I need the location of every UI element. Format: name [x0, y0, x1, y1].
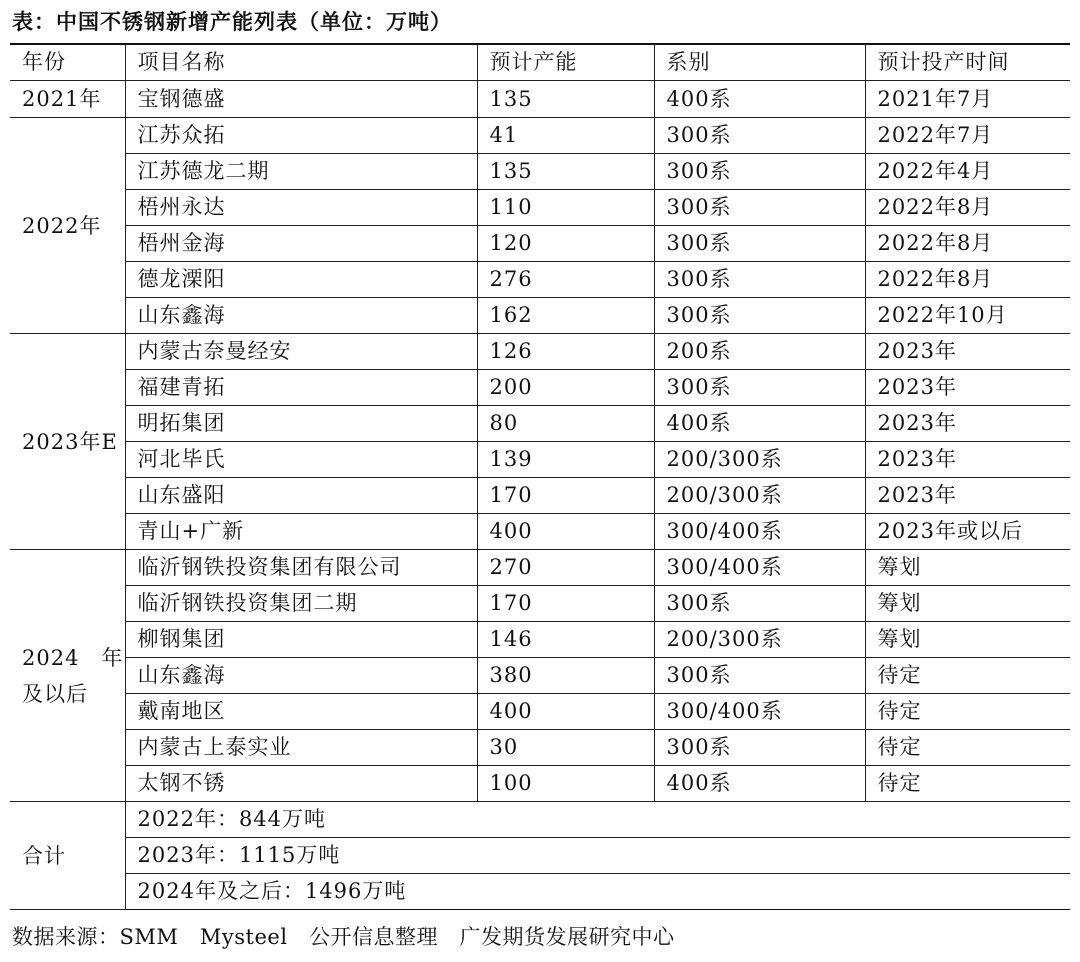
table-row	[10, 730, 1070, 766]
project-cell: 河北毕氏	[125, 442, 477, 478]
table-row	[10, 622, 1070, 658]
capacity-cell: 400	[477, 514, 654, 550]
capacity-cell: 135	[477, 81, 654, 118]
year-cell: 2023年E	[10, 334, 125, 550]
project-cell: 山东鑫海	[125, 298, 477, 334]
start-time-cell: 2022年4月	[865, 154, 1070, 190]
table-row	[10, 81, 1070, 118]
year-cell: 2022年	[10, 118, 125, 334]
total-line: 2022年：844万吨	[125, 802, 1070, 838]
series-cell: 300/400系	[654, 550, 865, 586]
table-row	[10, 694, 1070, 730]
series-cell: 300系	[654, 262, 865, 298]
total-row	[10, 874, 1070, 910]
capacity-cell: 30	[477, 730, 654, 766]
table-row	[10, 118, 1070, 154]
table-row	[10, 478, 1070, 514]
header-project: 项目名称	[125, 44, 477, 81]
start-time-cell: 筹划	[865, 622, 1070, 658]
project-cell: 福建青拓	[125, 370, 477, 406]
project-cell: 临沂钢铁投资集团有限公司	[125, 550, 477, 586]
total-row	[10, 802, 1070, 838]
capacity-cell: 139	[477, 442, 654, 478]
start-time-cell: 2023年	[865, 406, 1070, 442]
series-cell: 300系	[654, 370, 865, 406]
project-cell: 梧州永达	[125, 190, 477, 226]
project-cell: 山东盛阳	[125, 478, 477, 514]
start-time-cell: 2023年	[865, 334, 1070, 370]
capacity-cell: 135	[477, 154, 654, 190]
capacity-cell: 276	[477, 262, 654, 298]
table-row	[10, 226, 1070, 262]
series-cell: 400系	[654, 81, 865, 118]
start-time-cell: 待定	[865, 766, 1070, 802]
series-cell: 300系	[654, 118, 865, 154]
capacity-cell: 270	[477, 550, 654, 586]
start-time-cell: 2023年或以后	[865, 514, 1070, 550]
table-row	[10, 298, 1070, 334]
project-cell: 柳钢集团	[125, 622, 477, 658]
project-cell: 太钢不锈	[125, 766, 477, 802]
table-row	[10, 766, 1070, 802]
table-row	[10, 586, 1070, 622]
series-cell: 300系	[654, 730, 865, 766]
total-row	[10, 838, 1070, 874]
total-line: 2023年：1115万吨	[125, 838, 1070, 874]
start-time-cell: 2023年	[865, 370, 1070, 406]
capacity-cell: 80	[477, 406, 654, 442]
project-cell: 江苏众拓	[125, 118, 477, 154]
year-line-2: 及以后	[22, 681, 88, 706]
project-cell: 临沂钢铁投资集团二期	[125, 586, 477, 622]
source-note: 数据来源：SMM Mysteel 公开信息整理 广发期货发展研究中心	[12, 925, 675, 949]
year-cell: 2021年	[10, 81, 125, 118]
table-row	[10, 154, 1070, 190]
project-cell: 青山+广新	[125, 514, 477, 550]
table-row	[10, 514, 1070, 550]
series-cell: 300/400系	[654, 694, 865, 730]
table-row	[10, 370, 1070, 406]
series-cell: 300系	[654, 586, 865, 622]
project-cell: 山东鑫海	[125, 658, 477, 694]
series-cell: 300系	[654, 298, 865, 334]
table-row	[10, 406, 1070, 442]
table-row	[10, 442, 1070, 478]
start-time-cell: 2022年10月	[865, 298, 1070, 334]
total-line: 2024年及之后：1496万吨	[125, 874, 1070, 910]
series-cell: 400系	[654, 766, 865, 802]
start-time-cell: 2023年	[865, 478, 1070, 514]
capacity-cell: 170	[477, 586, 654, 622]
series-cell: 400系	[654, 406, 865, 442]
table-title: 表：中国不锈钢新增产能列表（单位：万吨）	[12, 9, 452, 34]
start-time-cell: 2023年	[865, 442, 1070, 478]
start-time-cell: 待定	[865, 694, 1070, 730]
project-cell: 明拓集团	[125, 406, 477, 442]
project-cell: 内蒙古奈曼经安	[125, 334, 477, 370]
header-series: 系别	[654, 44, 865, 81]
header-year: 年份	[10, 44, 125, 81]
capacity-cell: 110	[477, 190, 654, 226]
start-time-cell: 2022年8月	[865, 226, 1070, 262]
capacity-cell: 200	[477, 370, 654, 406]
header-row	[10, 44, 1070, 81]
header-capacity: 预计产能	[477, 44, 654, 81]
start-time-cell: 筹划	[865, 586, 1070, 622]
project-cell: 宝钢德盛	[125, 81, 477, 118]
series-cell: 300/400系	[654, 514, 865, 550]
series-cell: 300系	[654, 226, 865, 262]
capacity-cell: 100	[477, 766, 654, 802]
series-cell: 200/300系	[654, 442, 865, 478]
project-cell: 梧州金海	[125, 226, 477, 262]
project-cell: 戴南地区	[125, 694, 477, 730]
series-cell: 200系	[654, 334, 865, 370]
series-cell: 300系	[654, 154, 865, 190]
capacity-cell: 146	[477, 622, 654, 658]
table-row	[10, 658, 1070, 694]
year-cell	[10, 550, 125, 802]
capacity-table	[10, 43, 1070, 910]
capacity-cell: 400	[477, 694, 654, 730]
series-cell: 200/300系	[654, 478, 865, 514]
capacity-cell: 170	[477, 478, 654, 514]
series-cell: 300系	[654, 658, 865, 694]
table-row	[10, 190, 1070, 226]
start-time-cell: 2022年7月	[865, 118, 1070, 154]
start-time-cell: 待定	[865, 658, 1070, 694]
start-time-cell: 2021年7月	[865, 81, 1070, 118]
table-row	[10, 262, 1070, 298]
year-line-1: 2024 年	[22, 645, 124, 670]
total-label: 合计	[10, 802, 125, 910]
start-time-cell: 2022年8月	[865, 262, 1070, 298]
capacity-cell: 120	[477, 226, 654, 262]
header-start-time: 预计投产时间	[865, 44, 1070, 81]
project-cell: 江苏德龙二期	[125, 154, 477, 190]
project-cell: 内蒙古上泰实业	[125, 730, 477, 766]
capacity-cell: 162	[477, 298, 654, 334]
start-time-cell: 待定	[865, 730, 1070, 766]
capacity-cell: 41	[477, 118, 654, 154]
table-row	[10, 550, 1070, 586]
capacity-cell: 126	[477, 334, 654, 370]
start-time-cell: 2022年8月	[865, 190, 1070, 226]
series-cell: 300系	[654, 190, 865, 226]
capacity-cell: 380	[477, 658, 654, 694]
project-cell: 德龙溧阳	[125, 262, 477, 298]
series-cell: 200/300系	[654, 622, 865, 658]
start-time-cell: 筹划	[865, 550, 1070, 586]
table-row	[10, 334, 1070, 370]
